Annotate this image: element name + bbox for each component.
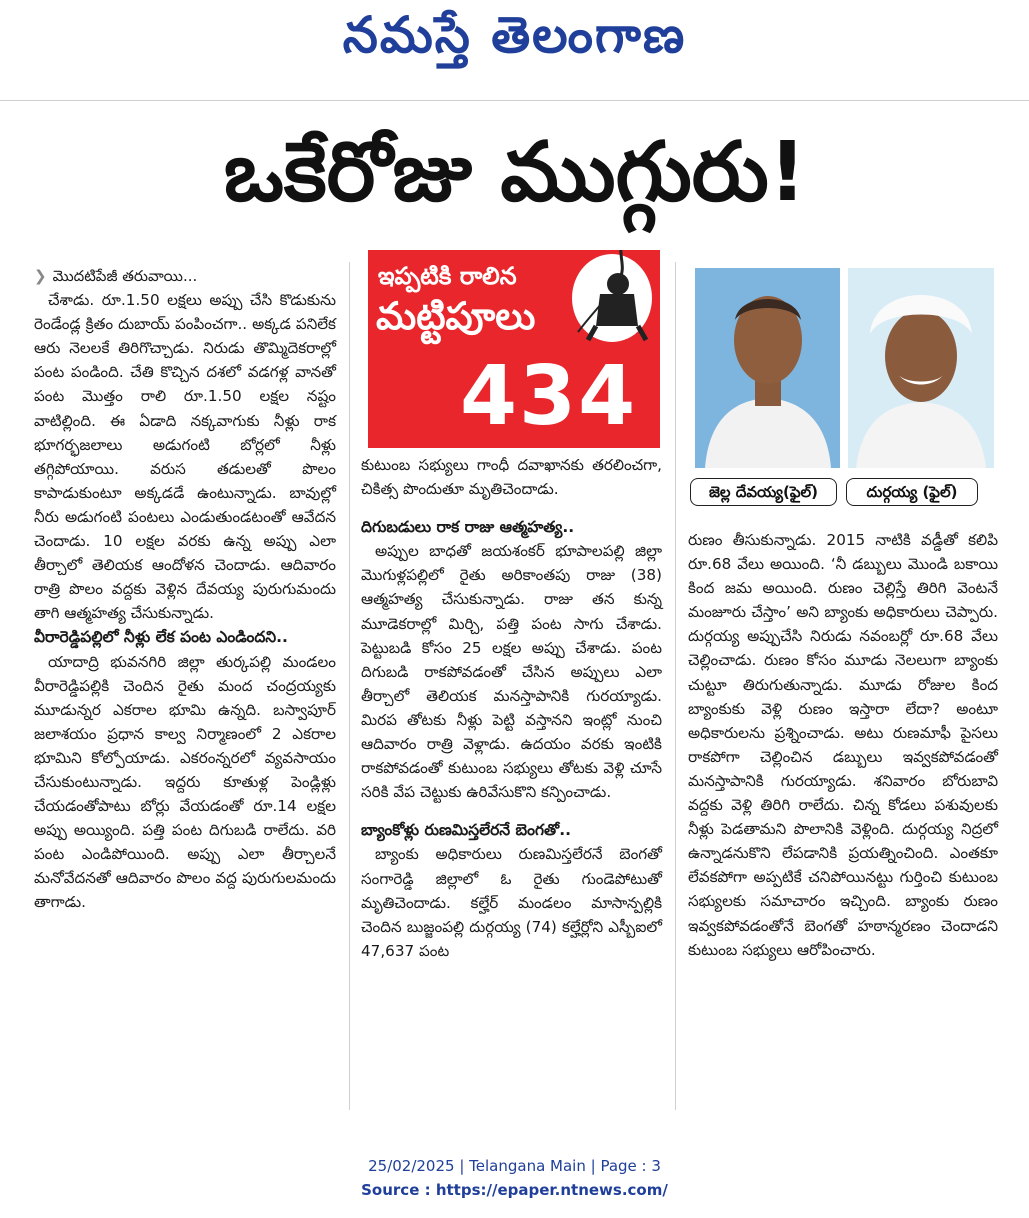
col3-paragraph-1: రుణం తీసుకున్నాడు. 2015 నాటికి వడ్డీతో కలిపి రూ.68 వేలు అయింది. ‘నీ డబ్బులు మొండి బకాయి కింద జమ అయింది. రుణం చెల్లిస్తే తిరిగి వెంటనే మంజూరు చేస్తాం’ అని బ్యాంకు అధికారులు చెప్పారు. దుర్గయ్య అప్పుచేసి నిరుడు నవంబర్లో రూ.68 వేలు చెల్లించాడు. రుణం కోసం మూడు నెలలుగా బ్యాంకు చుట్టూ తిరుగుతున్నాడు. మూడు రోజుల కింద బ్యాంకుకు వెళ్లి రుణం ఇస్తారా లేదా? అంటూ అధికారులను ప్రశ్నించాడు. అటు రుణమాఫీ పైసలు రాకపోగా చెల్లించిన డబ్బులు ఇవ్వకపోవడంతో మనస్తాపానికి గురయ్యాడు. శనివారం బోరుబావి వద్దకు వెళ్లి తిరిగి రాలేదు. చిన్న కోడలు పశువులకు నీళ్లు పెడతామని పొలానికి వెళ్లింది. దుర్గయ్య నిద్రలో ఉన్నాడనుకొని లేపడానికి ప్రయత్నించింది. ఎంతకూ లేవకపోగా అప్పటికే చనిపోయినట్టు గుర్తించి కుటుంబ సభ్యులకు సమాచారం ఇచ్చింది. బ్యాంకు రుణం ఇవ్వకపోవడంతోనే బెంగతో హఠాన్మరణం చెందాడని కుటుంబ సభ్యులు ఆరోపించారు. (688, 531, 998, 959)
col2-subhead-2: బ్యాంకోళ్లు రుణమిస్తలేరనే బెంగతో.. (361, 821, 571, 840)
column-1 (34, 264, 336, 915)
column-3 (688, 528, 998, 962)
footer-date-line: 25/02/2025 | Telangana Main | Page : 3 (368, 1157, 661, 1175)
continued-marker (34, 264, 336, 288)
caption-devayya: జెల్ల దేవయ్య(ఫైల్) (690, 478, 837, 506)
col2-paragraph-2: అప్పుల బాధతో జయశంకర్ భూపాలపల్లి జిల్లా మొగుళ్లపల్లిలో రైతు అరికాంతపు రాజు (38) ఆత్మహత్య చేసుకున్నాడు. రాజు తన కున్న మూడెకరాల్లో మిర్చి, పత్తి పంట సాగు చేశాడు. పెట్టుబడి కోసం 25 లక్షల అప్పు చేశాడు. పంట దిగుబడి రాకపోవడంతో చేసిన అప్పులు ఎలా తీర్చాలో తెలియక మనస్తాపానికి గురయ్యాడు. మిరప తోటకు నీళ్లు పెట్టి వస్తానని ఇంట్లో నుంచి ఆదివారం రాత్రి వెళ్లాడు. ఉదయం వరకు ఇంటికి రాకపోవడంతో కుటుంబ సభ్యులు తోటకు వెళ్లి చూసే సరికి వేప చెట్టుకు ఉరివేసుకొని కన్పించాడు. (361, 542, 662, 802)
badge-count: 434 (460, 349, 638, 444)
col1-paragraph-2: యాదాద్రి భువనగిరి జిల్లా తుర్కపల్లి మండలం వీరారెడ్డిపల్లికి చెందిన రైతు మంద చంద్రయ్యకు మూడున్నర ఎకరాల భూమి ఉన్నది. బస్వాపూర్ జలాశయం ప్రధాన కాల్వ నిర్మాణంలో 2 ఎకరాల భూమిని కోల్పోయాడు. ఎకరంన్నరలో వ్యవసాయం చేసుకుంటున్నాడు. ఇద్దరు కూతుళ్ల పెండ్లిళ్లు చేయడంతోపాటు బోర్లు వేయడంతో రూ.14 లక్షల అప్పు అయ్యింది. పత్తి పంట దిగుబడి రాలేదు. వరి పంట ఎండిపోయింది. అప్పు ఎలా తీర్చాలనే మనోవేదనతో ఆదివారం పొలం వద్ద పురుగులమందు తాగాడు. (34, 652, 336, 912)
col2-paragraph-3: బ్యాంకు అధికారులు రుణమిస్తలేరనే బెంగతో సంగారెడ్డి జిల్లాలో ఓ రైతు గుండెపోటుతో మృతిచెందాడు. కల్హేర్ మండలం మాసాన్పల్లికి చెందిన బుజ్జంపల్లి దుర్గయ్య (74) కల్హేర్లోని ఎస్బీఐలో 47,637 పంట (361, 845, 662, 960)
column-2 (361, 453, 662, 963)
col1-subhead: వీరారెడ్డిపల్లిలో నీళ్లు లేక పంట ఎండిందని.. (34, 628, 288, 647)
column-divider-1 (349, 262, 350, 1110)
photo-durgayya (848, 268, 994, 468)
portrait-man-2 (848, 268, 994, 468)
hanging-farmer-illustration (560, 250, 660, 346)
column-divider-2 (675, 262, 676, 1110)
footer-source-line: Source : https://epaper.ntnews.com/ (361, 1181, 668, 1199)
col2-paragraph-1: కుటుంబ సభ్యులు గాంధీ దవాఖానకు తరలించగా, చికిత్స పొందుతూ మృతిచెందాడు. (361, 456, 662, 499)
continued-label: మొదటిపేజీ తరువాయి... (52, 267, 198, 285)
top-divider (0, 100, 1029, 101)
headline: ఒకేరోజు ముగ్గురు! (223, 125, 807, 220)
chevron-right-icon: ❯ (34, 267, 47, 285)
portrait-man-1 (695, 268, 840, 468)
col1-paragraph-1: చేశాడు. రూ.1.50 లక్షలు అప్పు చేసి కొడుకును రెండేండ్ల క్రితం దుబాయ్ పంపించగా.. అక్కడ పనిలేక ఆరు నెలలకే తిరిగొచ్చాడు. నిరుడు తొమ్మిదెకరాల్లో పంట పండింది. చేతి కొచ్చిన దశలో వడగళ్ల వానతో పంట మొత్తం రాలి రూ.1.50 లక్షల నష్టం వాటిల్లింది. ఈ ఏడాది నక్కవాగుకు నీళ్లు రాక భూగర్భజలాలు అడుగంటి బోర్లలో నీళ్లు తగ్గిపోయాయి. వరుస తడులతో పొలం కాపాడుకుంటూ అక్కడడే ఉంటున్నాడు. బావుల్లో నీరు అడుగంటి పంటలు ఎండుతుండటంతో ఆవేదన చెందాడు. 10 లక్షల వరకు ఉన్న అప్పు ఎలా తీర్చాలో తెలియక ఆందోళన చెందాడు. ఆదివారం రాత్రి పొలం వద్దకు వెళ్లిన దేవయ్య పురుగుమందు తాగి ఆత్మహత్య చేసుకున్నాడు. (34, 291, 336, 623)
col2-subhead-1: దిగుబడులు రాక రాజు ఆత్మహత్య.. (361, 518, 575, 537)
caption-durgayya: దుర్గయ్య (ఫైల్) (846, 478, 978, 506)
badge-line-2: మట్టిపూలు (376, 294, 536, 338)
farmer-suicides-badge (368, 250, 660, 448)
badge-line-1: ఇప్పటికి రాలిన (378, 262, 517, 290)
masthead-logo: నమస్తే తెలంగాణ (342, 6, 687, 64)
photo-devayya (695, 268, 840, 468)
